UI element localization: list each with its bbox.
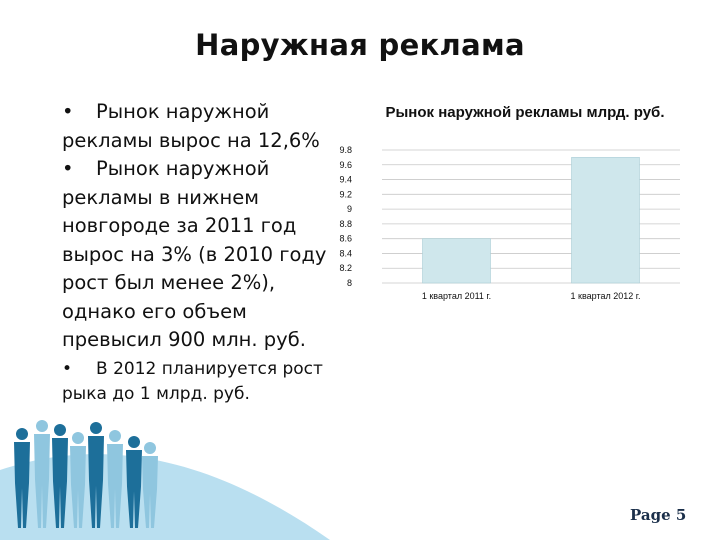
page-number: Page 5 (630, 506, 687, 524)
y-tick-label: 8.4 (339, 248, 352, 259)
bullet-text: Рынок наружной рекламы в нижнем новгороде за 2011 год вырос на 3% (в 2010 году рост был менее 2%), однако его объем превысил 900 млн. руб. (62, 157, 327, 351)
person-head (36, 420, 48, 432)
person-head (109, 430, 121, 442)
swoosh-shape (0, 454, 330, 540)
bullet-text: Рынок наружной рекламы вырос на 12,6% (62, 100, 320, 152)
person-head (54, 424, 66, 436)
bar (423, 239, 491, 283)
y-tick-label: 9.8 (339, 145, 352, 155)
bar (572, 157, 640, 283)
chart-title: Рынок наружной рекламы млрд. руб. (385, 104, 665, 121)
person-head (16, 428, 28, 440)
y-tick-label: 9.2 (339, 189, 352, 200)
slide-title: Наружная реклама (195, 28, 525, 62)
bar-chart (330, 100, 700, 310)
y-tick-label: 9 (346, 204, 352, 215)
y-tick-label: 9.6 (339, 159, 352, 170)
business-people-illustration (0, 0, 330, 540)
person-head (128, 436, 140, 448)
bullet-text: В 2012 планируется рост рыка до 1 млрд. руб. (62, 358, 323, 404)
x-category-label: 1 квартал 2012 г. (570, 291, 641, 301)
bullet-mark: • (62, 358, 73, 379)
person-head (72, 432, 84, 444)
person-head (144, 442, 156, 454)
x-category-label: 1 квартал 2011 г. (421, 291, 492, 301)
y-tick-label: 8.2 (339, 263, 352, 274)
y-tick-label: 8.6 (339, 233, 352, 244)
person-head (90, 422, 102, 434)
chart-canvas (330, 100, 700, 310)
bullet-mark: • (62, 100, 74, 123)
y-tick-label: 9.4 (339, 174, 352, 185)
bullet-mark: • (62, 157, 74, 180)
y-tick-label: 8.8 (339, 218, 352, 229)
y-tick-label: 8 (346, 278, 352, 288)
